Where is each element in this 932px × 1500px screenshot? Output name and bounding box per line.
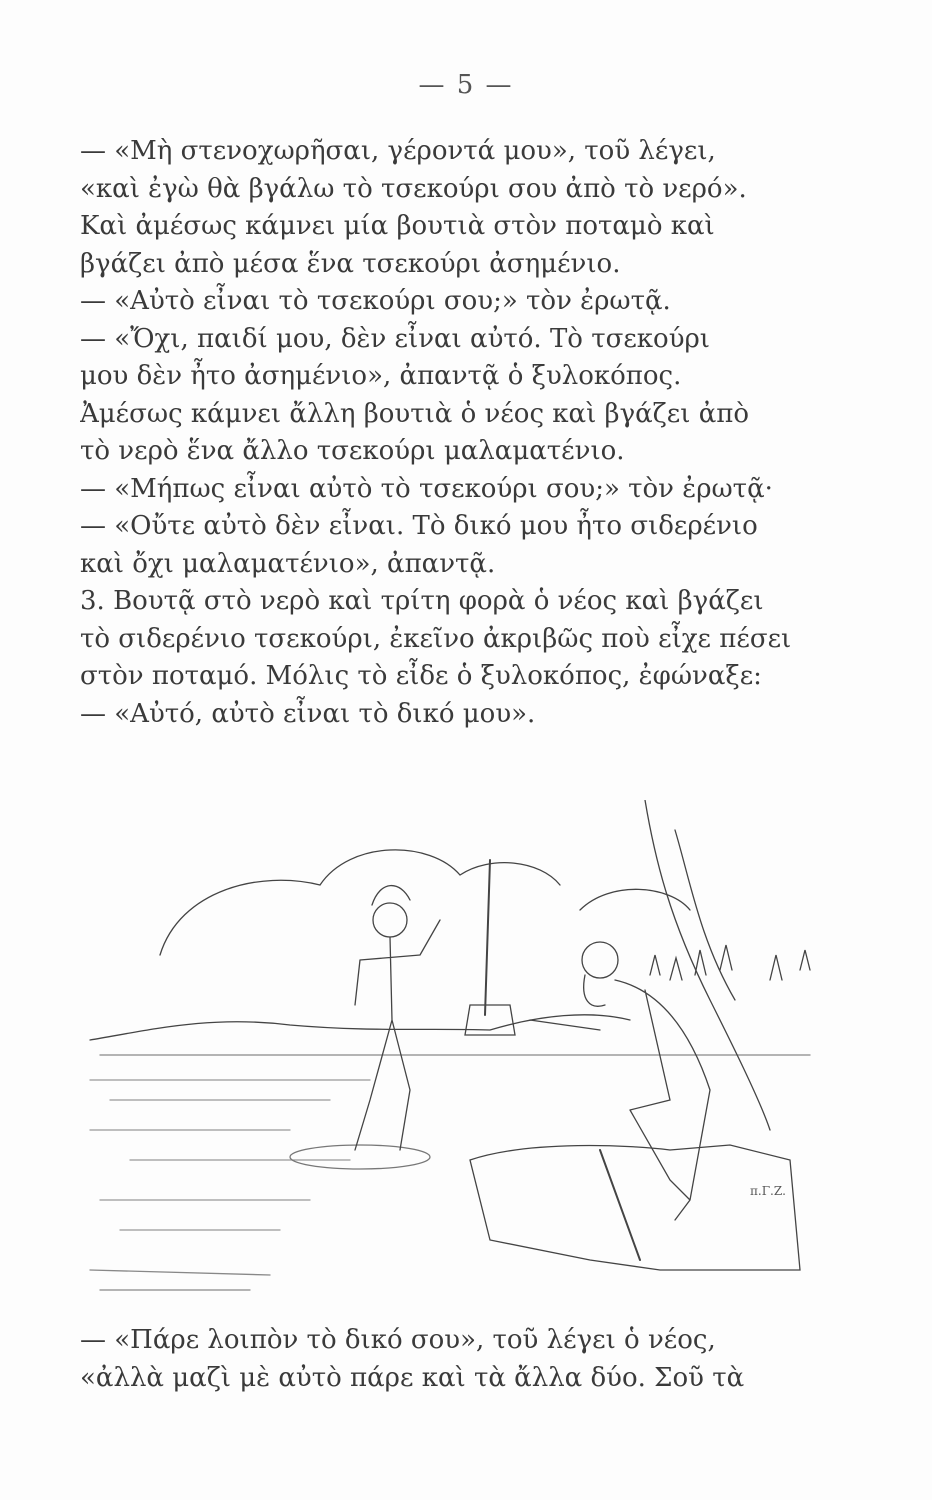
shore-rock [470, 1145, 800, 1270]
foreground-lines [90, 1270, 270, 1290]
distant-trees [650, 945, 810, 980]
fallen-axe [600, 1150, 640, 1260]
text-line: «ἀλλὰ μαζὶ μὲ αὐτὸ πάρε καὶ τὰ ἄλλα δύο. Σοῦ τὰ [80, 1362, 745, 1393]
woodcutter-arm [530, 1020, 600, 1030]
text-line: βγάζει ἀπὸ μέσα ἕνα τσεκούρι ἀσημένιο. [80, 248, 621, 279]
axe-handle [485, 860, 490, 1015]
youth-body [355, 920, 440, 1150]
text-line: — «Ὄχι, παιδί μου, δὲν εἶναι αὐτό. Τὸ τσεκούρι [80, 323, 710, 354]
tree-trunk [645, 800, 770, 1130]
text-line: — «Μὴ στενοχωρῆσαι, γέροντά μου», τοῦ λέγει, [80, 136, 716, 166]
text-line: 3. Βουτᾷ στὸ νερὸ καὶ τρίτη φορὰ ὁ νέος καὶ βγάζει [80, 586, 764, 616]
far-shore [90, 1015, 630, 1040]
illustrator-signature: π.Γ.Ζ. [750, 1184, 786, 1198]
woodcutter-head [582, 942, 618, 978]
text-line: Ἀμέσως κάμνει ἄλλη βουτιὰ ὁ νέος καὶ βγάζει ἀπὸ [80, 398, 749, 429]
text-line: «καὶ ἐγὼ θὰ βγάλω τὸ τσεκούρι σου ἀπὸ τὸ νερό». [80, 173, 747, 204]
text-line: — «Πάρε λοιπὸν τὸ δικό σου», τοῦ λέγει ὁ νέος, [80, 1325, 716, 1355]
text-line: τὸ νερὸ ἕνα ἄλλο τσεκούρι μαλαματένιο. [80, 436, 625, 466]
text-line: τὸ σιδερένιο τσεκούρι, ἐκεῖνο ἀκριβῶς ποὺ εἶχε πέσει [80, 623, 792, 654]
illustration-drawing [70, 800, 860, 1305]
text-line: — «Αὐτό, αὐτὸ εἶναι τὸ δικό μου». [80, 698, 536, 729]
woodcutter-beard [584, 975, 605, 1006]
cloud-outline [160, 850, 560, 955]
youth-winged-helmet [372, 886, 410, 905]
text-line: μου δὲν ἦτο ἀσημένιο», ἀπαντᾷ ὁ ξυλοκόπος. [80, 361, 682, 391]
text-line: Καὶ ἀμέσως κάμνει μία βουτιὰ στὸν ποταμὸ καὶ [80, 211, 715, 241]
water-ripples [90, 1080, 370, 1230]
woodcutter-body [615, 980, 710, 1220]
text-block-bottom [80, 1322, 830, 1397]
text-line: — «Μήπως εἶναι αὐτὸ τὸ τσεκούρι σου;» τὸν ἐρωτᾷ· [80, 473, 773, 504]
text-block-top [80, 133, 830, 733]
text-line: καὶ ὄχι μαλαματένιο», ἀπαντᾷ. [80, 548, 496, 579]
tree-trunk-edge [675, 830, 735, 1000]
woodcutter-illustration [70, 800, 860, 1305]
text-line: — «Οὔτε αὐτὸ δὲν εἶναι. Τὸ δικό μου ἦτο σιδερένιο [80, 511, 758, 541]
text-line: στὸν ποταμό. Μόλις τὸ εἶδε ὁ ξυλοκόπος, ἐφώναξε: [80, 661, 762, 691]
cloud-outline [580, 889, 690, 910]
water-ring [290, 1145, 430, 1169]
youth-head [373, 903, 407, 937]
page-number: — 5 — [418, 70, 514, 100]
text-line: — «Αὐτὸ εἶναι τὸ τσεκούρι σου;» τὸν ἐρωτᾷ. [80, 286, 671, 316]
